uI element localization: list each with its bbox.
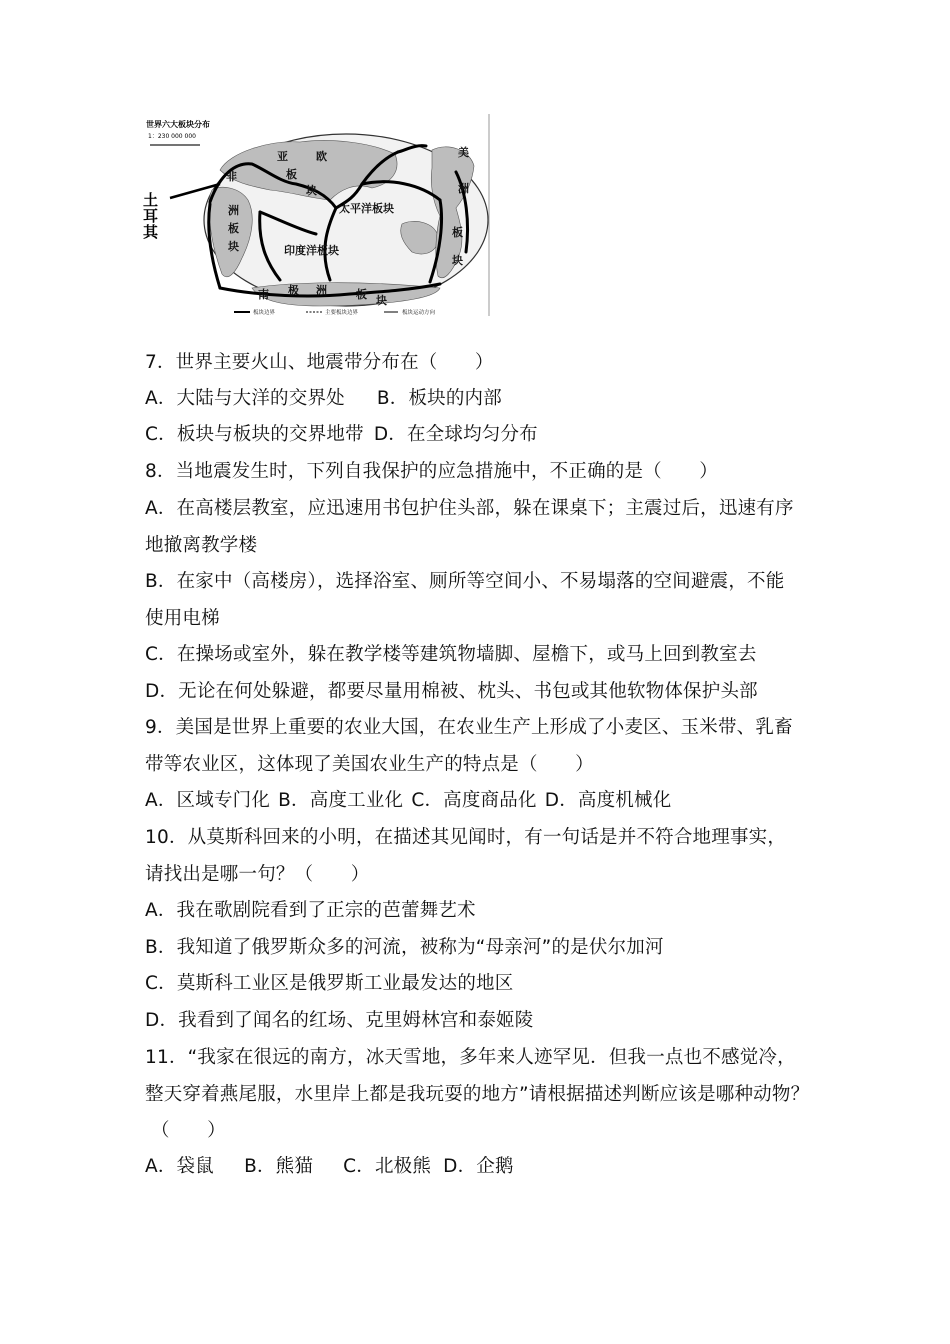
q10-stem-line2: 请找出是哪一句？（ ） <box>145 864 370 885</box>
q11-option-c[interactable]: C．北极熊 <box>343 1156 432 1177</box>
q8-option-b-line1[interactable]: B．在家中（高楼房），选择浴室、厕所等空间小、不易塌落的空间避震，不能 <box>145 571 785 592</box>
map-title-block <box>146 119 210 145</box>
plate-map-figure <box>140 112 492 318</box>
q8-option-b-line2[interactable]: 使用电梯 <box>145 608 220 629</box>
label-africa-4: 块 <box>228 240 239 253</box>
q11-stem-line3: （ ） <box>151 1120 226 1141</box>
q8-option-c[interactable]: C．在操场或室外，躲在教学楼等建筑物墙脚、屋檐下，或马上回到教室去 <box>145 644 757 665</box>
label-eurasia-2: 欧 <box>316 150 327 163</box>
q7-option-a[interactable]: A．大陆与大洋的交界处 <box>145 388 345 409</box>
q11-options <box>145 1156 514 1178</box>
q7-option-d[interactable]: D．在全球均匀分布 <box>373 424 538 445</box>
q9-option-b[interactable]: B．高度工业化 <box>278 790 404 811</box>
label-antarctic-1: 南 <box>258 288 269 301</box>
label-america-3: 板 <box>452 226 463 239</box>
q11-stem-line1: 11．“我家在很远的南方，冰天雪地，多年来人迹罕见．但我一点也不感觉冷， <box>145 1047 796 1068</box>
q7-stem: 7．世界主要火山、地震带分布在（ ） <box>145 352 494 373</box>
map-title: 世界六大板块分布 <box>146 120 210 129</box>
q8-option-d[interactable]: D．无论在何处躲避，都要尽量用棉被、枕头、书包或其他软物体保护头部 <box>145 681 758 702</box>
q9-option-c[interactable]: C．高度商品化 <box>411 790 537 811</box>
q8-option-a-line2[interactable]: 地撤离教学楼 <box>145 535 258 556</box>
q9-option-a[interactable]: A．区域专门化 <box>145 790 271 811</box>
label-eurasia-4: 块 <box>306 184 317 197</box>
label-africa-3: 板 <box>228 222 239 235</box>
label-indian: 印度洋板块 <box>284 244 339 257</box>
map-scale: 1：230 000 000 <box>148 133 196 140</box>
legend-plate-boundary: 板块边界 <box>253 310 276 316</box>
label-antarctic-3: 洲 <box>316 284 327 297</box>
label-america-2: 洲 <box>458 182 469 195</box>
q7-option-c[interactable]: C．板块与板块的交界地带 <box>145 424 364 445</box>
q9-options <box>145 790 671 812</box>
q10-option-c[interactable]: C．莫斯科工业区是俄罗斯工业最发达的地区 <box>145 973 514 994</box>
label-eurasia-1: 亚 <box>277 150 288 163</box>
map-legend <box>234 308 436 316</box>
legend-plate-motion: 板块运动方向 <box>402 310 436 316</box>
q9-option-d[interactable]: D．高度机械化 <box>544 790 672 811</box>
legend-main-boundary: 主要板块边界 <box>325 310 359 316</box>
label-antarctic-5: 块 <box>376 294 387 307</box>
turkey-label: 土耳其 <box>141 192 159 240</box>
q7-options-row1 <box>145 388 502 410</box>
q10-option-d[interactable]: D．我看到了闻名的红场、克里姆林宫和泰姬陵 <box>145 1010 534 1031</box>
label-america-4: 块 <box>452 254 463 267</box>
q9-stem-line2: 带等农业区，这体现了美国农业生产的特点是（ ） <box>145 754 594 775</box>
q7-options-row2 <box>145 424 538 446</box>
q8-option-a-line1[interactable]: A．在高楼层教室，应迅速用书包护住头部，躲在课桌下；主震过后，迅速有序 <box>145 498 794 519</box>
q10-option-b[interactable]: B．我知道了俄罗斯众多的河流，被称为“母亲河”的是伏尔加河 <box>145 937 664 958</box>
q11-stem-line2: 整天穿着燕尾服，水里岸上都是我玩耍的地方”请根据描述判断应该是哪种动物？ <box>145 1084 810 1105</box>
label-america-1: 美 <box>458 146 469 159</box>
label-pacific: 太平洋板块 <box>339 202 394 215</box>
label-eurasia-3: 板 <box>286 168 297 181</box>
label-africa-1: 非 <box>226 170 237 183</box>
q11-option-b[interactable]: B．熊猫 <box>244 1156 314 1177</box>
q11-option-d[interactable]: D．企鹅 <box>443 1156 514 1177</box>
label-antarctic-2: 极 <box>288 284 299 297</box>
q10-option-a[interactable]: A．我在歌剧院看到了正宗的芭蕾舞艺术 <box>145 900 476 921</box>
q11-option-a[interactable]: A．袋鼠 <box>145 1156 214 1177</box>
q10-stem-line1: 10．从莫斯科回来的小明，在描述其见闻时，有一句话是并不符合地理事实， <box>145 827 787 848</box>
q9-stem-line1: 9．美国是世界上重要的农业大国，在农业生产上形成了小麦区、玉米带、乳畜 <box>145 717 793 738</box>
q8-stem: 8．当地震发生时，下列自我保护的应急措施中，不正确的是（ ） <box>145 461 718 482</box>
label-antarctic-4: 板 <box>356 288 367 301</box>
label-africa-2: 洲 <box>228 204 239 217</box>
q7-option-b[interactable]: B．板块的内部 <box>376 388 502 409</box>
